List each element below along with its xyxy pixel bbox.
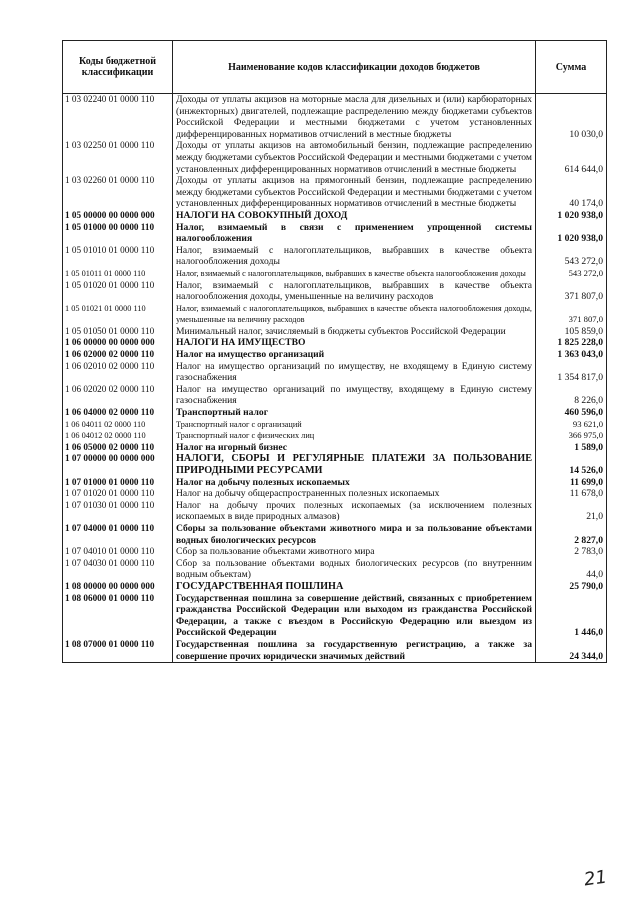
table-row [63, 245, 607, 268]
row-name: Сбор за пользование объектами водных биологических ресурсов (по внутренним водным объектам) [173, 558, 536, 581]
table-row [63, 175, 607, 210]
row-sum: 1 446,0 [536, 593, 607, 639]
row-name: НАЛОГИ, СБОРЫ И РЕГУЛЯРНЫЕ ПЛАТЕЖИ ЗА ПОЛЬЗОВАНИЕ ПРИРОДНЫМИ РЕСУРСАМИ [173, 453, 536, 476]
row-code: 1 07 04030 01 0000 110 [63, 558, 173, 581]
header-code: Коды бюджетной классификации [63, 41, 173, 94]
row-sum: 44,0 [536, 558, 607, 581]
row-name: Налог, взимаемый с налогоплательщиков, выбравших в качестве объекта налогообложения доходы, уменьшенные на величину расходов [173, 303, 536, 326]
table-row [63, 430, 607, 442]
table-row [63, 361, 607, 384]
row-name: ГОСУДАРСТВЕННАЯ ПОШЛИНА [173, 581, 536, 593]
row-code: 1 06 04000 02 0000 110 [63, 407, 173, 419]
row-code: 1 05 00000 00 0000 000 [63, 210, 173, 222]
row-code: 1 07 01030 01 0000 110 [63, 500, 173, 523]
budget-revenue-table-sheet [62, 40, 606, 820]
row-code: 1 05 01011 01 0000 110 [63, 268, 173, 280]
row-sum: 366 975,0 [536, 430, 607, 442]
table-row [63, 140, 607, 175]
row-name: Государственная пошлина за государственную регистрацию, а также за совершение прочих юридически значимых действий [173, 639, 536, 663]
row-name: Доходы от уплаты акцизов на автомобильный бензин, подлежащие распределению между бюджетами субъектов Российской Федерации и местными бюджетами с учетом установленных дифференцированных нормативов отчислений в местные бюджеты [173, 140, 536, 175]
row-name: Налог, взимаемый с налогоплательщиков, выбравших в качестве объекта налогообложения доходы, уменьшенные на величину расходов [173, 280, 536, 303]
row-name: Транспортный налог с физических лиц [173, 430, 536, 442]
row-code: 1 08 00000 00 0000 000 [63, 581, 173, 593]
row-code: 1 06 05000 02 0000 110 [63, 442, 173, 454]
row-sum: 40 174,0 [536, 175, 607, 210]
row-code: 1 03 02260 01 0000 110 [63, 175, 173, 210]
table-header-row [63, 41, 607, 94]
row-name: Сбор за пользование объектами животного мира [173, 546, 536, 558]
row-name: Доходы от уплаты акцизов на моторные масла для дизельных и (или) карбюраторных (инжекторных) двигателей, подлежащие распределению между бюджетами субъектов Российской Федерации и местными бюджетами с учетом установленных дифференцированных нормативов отчислений в местные бюджеты [173, 94, 536, 141]
row-name: Налог на имущество организаций по имуществу, не входящему в Единую систему газоснабжения [173, 361, 536, 384]
row-code: 1 08 06000 01 0000 110 [63, 593, 173, 639]
row-code: 1 06 04012 02 0000 110 [63, 430, 173, 442]
row-name: Транспортный налог [173, 407, 536, 419]
row-name: Налог, взимаемый с налогоплательщиков, выбравших в качестве объекта налогообложения доходы [173, 245, 536, 268]
table-row [63, 303, 607, 326]
table-row [63, 523, 607, 546]
row-name: Налог на имущество организаций [173, 349, 536, 361]
row-sum: 25 790,0 [536, 581, 607, 593]
row-sum: 1 825 228,0 [536, 337, 607, 349]
row-code: 1 06 02010 02 0000 110 [63, 361, 173, 384]
page-number: 21 [582, 866, 609, 891]
table-row [63, 326, 607, 338]
row-sum: 543 272,0 [536, 268, 607, 280]
table-row [63, 349, 607, 361]
row-code: 1 06 04011 02 0000 110 [63, 419, 173, 431]
table-row [63, 500, 607, 523]
table-row [63, 593, 607, 639]
row-sum: 543 272,0 [536, 245, 607, 268]
row-code: 1 07 01000 01 0000 110 [63, 477, 173, 489]
row-sum: 8 226,0 [536, 384, 607, 407]
row-name: Налог, взимаемый с налогоплательщиков, выбравших в качестве объекта налогообложения доходы [173, 268, 536, 280]
row-sum: 11 699,0 [536, 477, 607, 489]
table-row [63, 210, 607, 222]
row-name: Налог на добычу полезных ископаемых [173, 477, 536, 489]
row-code: 1 07 00000 00 0000 000 [63, 453, 173, 476]
row-code: 1 07 01020 01 0000 110 [63, 488, 173, 500]
row-sum: 21,0 [536, 500, 607, 523]
table-body [63, 94, 607, 663]
row-code: 1 05 01050 01 0000 110 [63, 326, 173, 338]
row-sum: 1 354 817,0 [536, 361, 607, 384]
budget-revenue-table [62, 40, 607, 663]
table-row [63, 407, 607, 419]
row-code: 1 07 04010 01 0000 110 [63, 546, 173, 558]
table-row [63, 477, 607, 489]
table-row [63, 384, 607, 407]
table-row [63, 280, 607, 303]
row-name: Минимальный налог, зачисляемый в бюджеты субъектов Российской Федерации [173, 326, 536, 338]
row-sum: 10 030,0 [536, 94, 607, 141]
table-row [63, 419, 607, 431]
row-sum: 14 526,0 [536, 453, 607, 476]
row-sum: 2 783,0 [536, 546, 607, 558]
header-name: Наименование кодов классификации доходов бюджетов [173, 41, 536, 94]
row-sum: 1 020 938,0 [536, 222, 607, 245]
table-row [63, 453, 607, 476]
row-code: 1 03 02250 01 0000 110 [63, 140, 173, 175]
row-sum: 24 344,0 [536, 639, 607, 663]
row-sum: 460 596,0 [536, 407, 607, 419]
table-row [63, 222, 607, 245]
row-name: Налог на добычу общераспространенных полезных ископаемых [173, 488, 536, 500]
row-name: Налог на имущество организаций по имуществу, входящему в Единую систему газоснабжения [173, 384, 536, 407]
table-row [63, 546, 607, 558]
row-sum: 1 589,0 [536, 442, 607, 454]
table-row [63, 94, 607, 141]
row-code: 1 08 07000 01 0000 110 [63, 639, 173, 663]
row-code: 1 06 02000 02 0000 110 [63, 349, 173, 361]
row-sum: 105 859,0 [536, 326, 607, 338]
row-sum: 93 621,0 [536, 419, 607, 431]
row-name: Налог, взимаемый в связи с применением упрощенной системы налогообложения [173, 222, 536, 245]
row-code: 1 05 01000 00 0000 110 [63, 222, 173, 245]
table-row [63, 337, 607, 349]
table-row [63, 488, 607, 500]
row-name: Транспортный налог с организаций [173, 419, 536, 431]
row-code: 1 05 01021 01 0000 110 [63, 303, 173, 326]
row-sum: 2 827,0 [536, 523, 607, 546]
row-name: НАЛОГИ НА ИМУЩЕСТВО [173, 337, 536, 349]
row-code: 1 06 00000 00 0000 000 [63, 337, 173, 349]
row-code: 1 05 01020 01 0000 110 [63, 280, 173, 303]
row-name: Доходы от уплаты акцизов на прямогонный бензин, подлежащие распределению между бюджетами субъектов Российской Федерации и местными бюджетами с учетом установленных дифференцированных нормативов отчислений в местные бюджеты [173, 175, 536, 210]
row-sum: 371 807,0 [536, 303, 607, 326]
table-row [63, 639, 607, 663]
row-name: Государственная пошлина за совершение действий, связанных с приобретением гражданства Российской Федерации или выходом из гражданства Российской Федерации, а также с въездом в Российскую Федерацию или выездом из Российской Федерации [173, 593, 536, 639]
row-sum: 1 020 938,0 [536, 210, 607, 222]
row-sum: 614 644,0 [536, 140, 607, 175]
table-row [63, 581, 607, 593]
row-name: Налог на добычу прочих полезных ископаемых (за исключением полезных ископаемых в виде природных алмазов) [173, 500, 536, 523]
row-code: 1 03 02240 01 0000 110 [63, 94, 173, 141]
table-row [63, 268, 607, 280]
table-row [63, 442, 607, 454]
row-code: 1 06 02020 02 0000 110 [63, 384, 173, 407]
row-sum: 1 363 043,0 [536, 349, 607, 361]
row-name: НАЛОГИ НА СОВОКУПНЫЙ ДОХОД [173, 210, 536, 222]
row-code: 1 05 01010 01 0000 110 [63, 245, 173, 268]
row-name: Налог на игорный бизнес [173, 442, 536, 454]
row-name: Сборы за пользование объектами животного мира и за пользование объектами водных биологических ресурсов [173, 523, 536, 546]
row-sum: 371 807,0 [536, 280, 607, 303]
table-row [63, 558, 607, 581]
header-sum: Сумма [536, 41, 607, 94]
row-sum: 11 678,0 [536, 488, 607, 500]
row-code: 1 07 04000 01 0000 110 [63, 523, 173, 546]
